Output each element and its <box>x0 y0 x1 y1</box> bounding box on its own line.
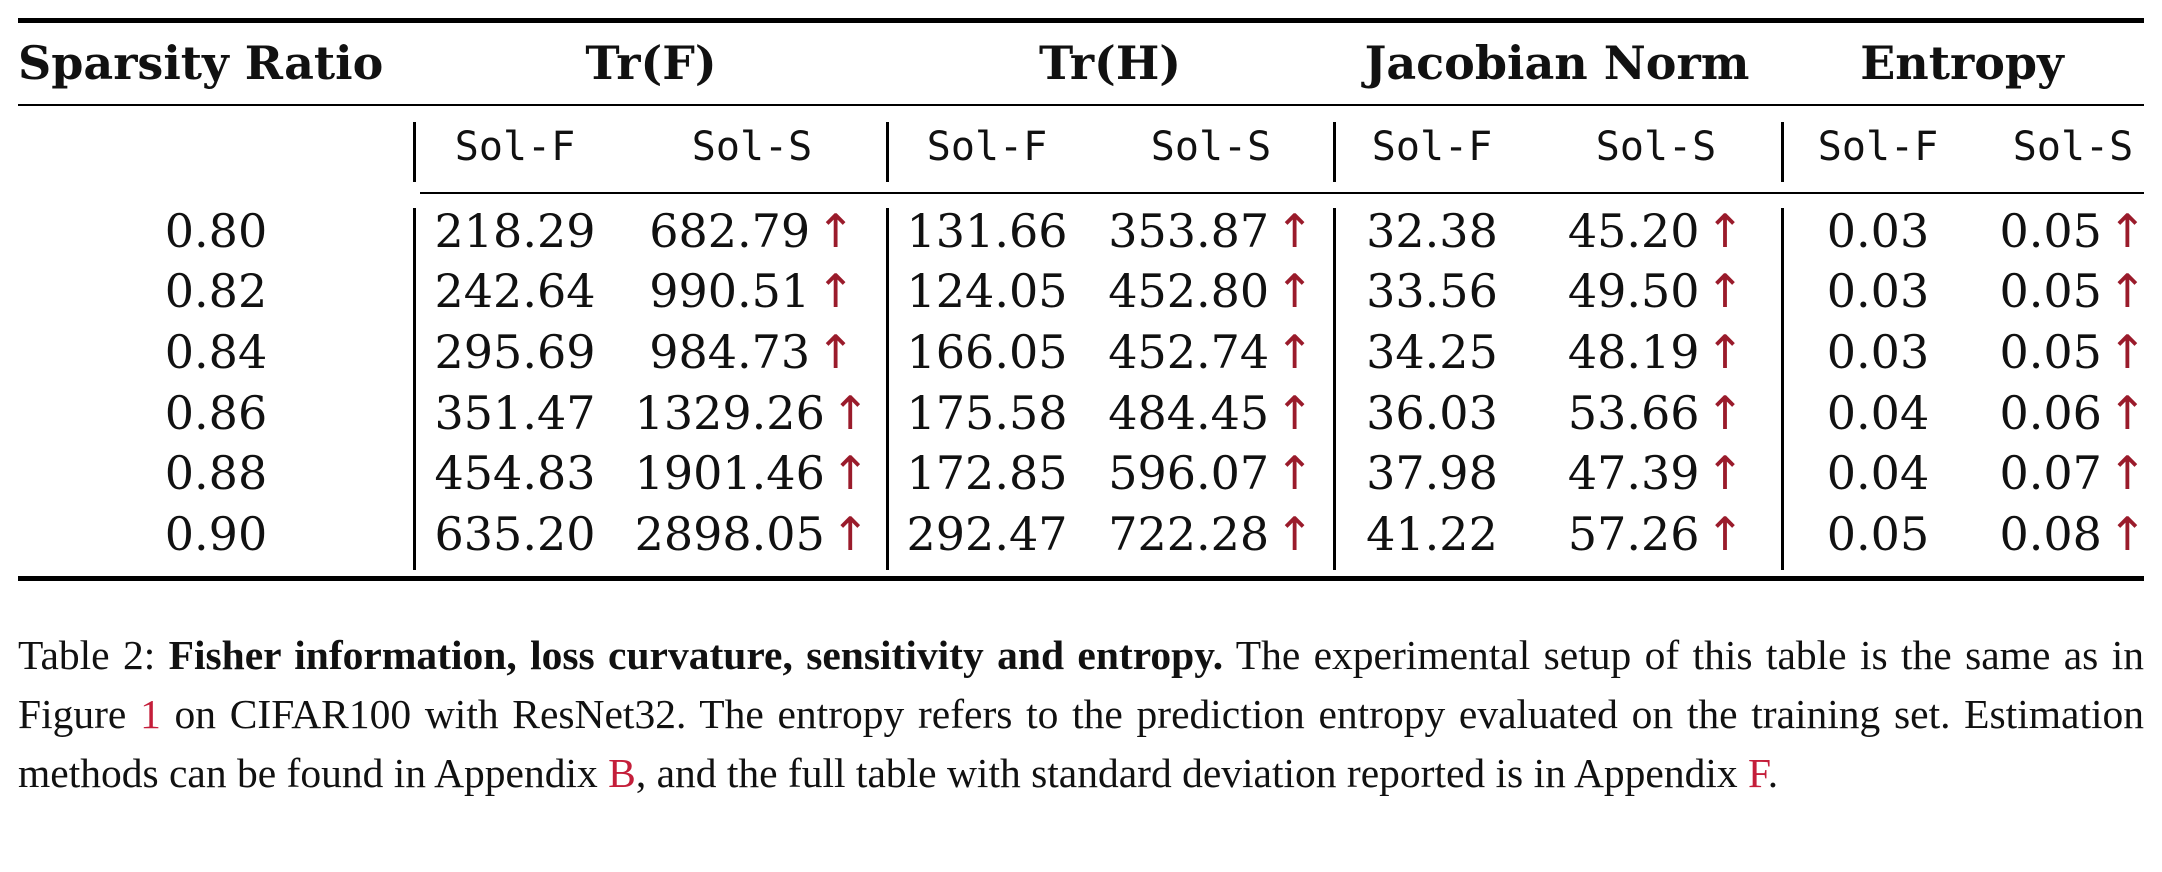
cell-value: 292.47 <box>906 507 1068 561</box>
table-cell <box>649 325 855 379</box>
table-cell <box>1827 507 1929 561</box>
subheader-sol-f: Sol-F <box>454 124 576 170</box>
cell-value: 0.03 <box>1826 204 1930 258</box>
table-cell <box>907 325 1068 379</box>
table-cell <box>1568 446 1744 500</box>
separator-line <box>886 122 889 182</box>
table-cell <box>649 204 855 258</box>
increase-arrow-icon: ↑ <box>1705 507 1745 561</box>
cell-value: 57.26 <box>1567 507 1700 561</box>
appendix-f-link[interactable]: F <box>1747 750 1768 796</box>
cell-value: 48.19 <box>1567 325 1700 379</box>
table-cell <box>1108 264 1314 318</box>
table-cell <box>907 446 1068 500</box>
table-cell <box>907 264 1068 318</box>
caption-text: on CIFAR100 with ResNet32. The entropy refers to the prediction entropy evaluated on the training set. Estimation methods can be found in Appendix <box>18 691 2144 796</box>
subheader-sol-f: Sol-F <box>1371 124 1493 170</box>
cell-value: 218.29 <box>434 204 596 258</box>
cell-value: 0.05 <box>1999 204 2102 258</box>
cell-value: 295.69 <box>434 325 596 379</box>
increase-arrow-icon: ↑ <box>1705 264 1745 318</box>
table-cell <box>635 386 870 440</box>
table-cell <box>2000 446 2147 500</box>
increase-arrow-icon: ↑ <box>2107 386 2147 440</box>
table-cell <box>2000 386 2147 440</box>
row-sparsity-ratio: 0.86 <box>164 386 268 440</box>
increase-arrow-icon: ↑ <box>1705 204 1745 258</box>
subheader-sol-s: Sol-S <box>2012 124 2134 170</box>
increase-arrow-icon: ↑ <box>1275 264 1314 318</box>
separator-line <box>1333 208 1336 570</box>
table-cell <box>1568 204 1744 258</box>
increase-arrow-icon: ↑ <box>1705 446 1745 500</box>
cell-value: 2898.05 <box>634 507 825 561</box>
cell-value: 33.56 <box>1366 264 1498 318</box>
header-sparsity-ratio: Sparsity Ratio <box>18 36 384 90</box>
table-cell <box>435 325 596 379</box>
row-sparsity-ratio: 0.80 <box>164 204 268 258</box>
table-cell <box>1366 507 1498 561</box>
cell-value: 452.74 <box>1108 325 1270 379</box>
table-cell <box>1827 386 1929 440</box>
cell-value: 0.07 <box>1999 446 2102 500</box>
subheader-sol-f: Sol-F <box>1817 124 1939 170</box>
cell-value: 166.05 <box>906 325 1068 379</box>
cell-value: 131.66 <box>906 204 1068 258</box>
cell-value: 32.38 <box>1366 204 1498 258</box>
cell-value: 0.03 <box>1826 325 1930 379</box>
cell-value: 175.58 <box>906 386 1068 440</box>
table-cell <box>1568 264 1744 318</box>
cell-value: 172.85 <box>906 446 1068 500</box>
row-sparsity-ratio: 0.90 <box>164 507 268 561</box>
table-cell <box>635 507 870 561</box>
increase-arrow-icon: ↑ <box>2107 446 2147 500</box>
caption-text: The experimental setup of this table is the same as in Figure <box>18 632 2144 737</box>
cell-value: 484.45 <box>1108 386 1270 440</box>
separator-line <box>1781 208 1784 570</box>
cell-value: 452.80 <box>1108 264 1270 318</box>
increase-arrow-icon: ↑ <box>830 386 870 440</box>
table-cell <box>1366 446 1498 500</box>
table-cell <box>1108 507 1314 561</box>
cell-value: 49.50 <box>1567 264 1700 318</box>
caption-label: Table 2: <box>18 632 156 678</box>
table-bottom-rule <box>18 576 2144 581</box>
cell-value: 1329.26 <box>634 386 825 440</box>
cell-value: 37.98 <box>1366 446 1498 500</box>
table-cell <box>2000 264 2147 318</box>
table-cell <box>2000 325 2147 379</box>
cell-value: 596.07 <box>1108 446 1270 500</box>
cell-value: 353.87 <box>1108 204 1270 258</box>
table-cell <box>1108 204 1314 258</box>
table-top-rule <box>18 18 2144 23</box>
cell-value: 53.66 <box>1567 386 1700 440</box>
table-cell <box>907 386 1068 440</box>
separator-line <box>413 208 416 570</box>
separator-line <box>413 122 416 182</box>
cell-value: 0.05 <box>1999 264 2102 318</box>
table-cell <box>1827 325 1929 379</box>
table-cell <box>635 446 870 500</box>
cell-value: 0.05 <box>1999 325 2102 379</box>
separator-line <box>1333 122 1336 182</box>
table-cell <box>2000 507 2147 561</box>
caption-text: . <box>1767 750 1779 796</box>
table-cell <box>649 264 855 318</box>
table-cell <box>1366 386 1498 440</box>
increase-arrow-icon: ↑ <box>1275 507 1314 561</box>
cell-value: 45.20 <box>1567 204 1700 258</box>
caption-text: , and the full table with standard deviation reported is in Appendix <box>635 750 1738 796</box>
subheader-sol-s: Sol-S <box>1150 124 1272 170</box>
subheader-sol-s: Sol-S <box>1595 124 1717 170</box>
table-cell <box>1366 264 1498 318</box>
table-cell <box>907 507 1068 561</box>
cell-value: 351.47 <box>434 386 596 440</box>
row-sparsity-ratio: 0.84 <box>164 325 268 379</box>
figure-link[interactable]: 1 <box>140 691 161 737</box>
cell-value: 722.28 <box>1108 507 1270 561</box>
separator-line <box>1781 122 1784 182</box>
table-cell <box>1827 264 1929 318</box>
cell-value: 242.64 <box>434 264 596 318</box>
cell-value: 1901.46 <box>634 446 825 500</box>
increase-arrow-icon: ↑ <box>1705 325 1745 379</box>
increase-arrow-icon: ↑ <box>2107 204 2147 258</box>
table-caption <box>18 626 2144 803</box>
increase-arrow-icon: ↑ <box>1275 446 1314 500</box>
increase-arrow-icon: ↑ <box>830 507 870 561</box>
table-cell <box>435 264 596 318</box>
cell-value: 0.03 <box>1826 264 1930 318</box>
cell-value: 454.83 <box>434 446 596 500</box>
table-cell <box>1108 386 1314 440</box>
subheader-sol-f: Sol-F <box>926 124 1048 170</box>
table-cell <box>1827 446 1929 500</box>
increase-arrow-icon: ↑ <box>1275 325 1314 379</box>
caption-title: Fisher information, loss curvature, sensitivity and entropy. <box>168 632 1224 678</box>
cell-value: 682.79 <box>649 204 811 258</box>
cell-value: 0.06 <box>1999 386 2102 440</box>
cell-value: 0.04 <box>1826 386 1930 440</box>
table-cell <box>1108 446 1314 500</box>
row-sparsity-ratio: 0.82 <box>164 264 268 318</box>
increase-arrow-icon: ↑ <box>2107 507 2147 561</box>
table-cell <box>1366 204 1498 258</box>
increase-arrow-icon: ↑ <box>2107 264 2147 318</box>
table-cell <box>2000 204 2147 258</box>
header-entropy: Entropy <box>1860 36 2064 90</box>
increase-arrow-icon: ↑ <box>816 264 855 318</box>
table-cell <box>1568 325 1744 379</box>
table-cell <box>1568 386 1744 440</box>
table-subheader-rule <box>420 192 2144 194</box>
increase-arrow-icon: ↑ <box>816 204 855 258</box>
increase-arrow-icon: ↑ <box>816 325 855 379</box>
table-cell <box>435 446 596 500</box>
table-cell <box>1568 507 1744 561</box>
increase-arrow-icon: ↑ <box>1275 386 1314 440</box>
cell-value: 0.05 <box>1826 507 1930 561</box>
cell-value: 984.73 <box>649 325 811 379</box>
table-header-rule <box>18 104 2144 106</box>
header-trace-fisher: Tr(F) <box>585 36 717 90</box>
row-sparsity-ratio: 0.88 <box>164 446 268 500</box>
table-cell <box>1366 325 1498 379</box>
increase-arrow-icon: ↑ <box>1275 204 1314 258</box>
separator-line <box>886 208 889 570</box>
cell-value: 635.20 <box>434 507 596 561</box>
cell-value: 0.04 <box>1826 446 1930 500</box>
table-cell <box>435 204 596 258</box>
increase-arrow-icon: ↑ <box>1705 386 1745 440</box>
table-cell <box>1108 325 1314 379</box>
cell-value: 990.51 <box>649 264 811 318</box>
header-jacobian-norm: Jacobian Norm <box>1364 36 1750 90</box>
cell-value: 0.08 <box>1999 507 2102 561</box>
header-trace-hessian: Tr(H) <box>1038 36 1182 90</box>
cell-value: 124.05 <box>906 264 1068 318</box>
table-cell <box>435 386 596 440</box>
cell-value: 34.25 <box>1366 325 1498 379</box>
cell-value: 41.22 <box>1366 507 1498 561</box>
cell-value: 36.03 <box>1366 386 1498 440</box>
table-cell <box>907 204 1068 258</box>
subheader-sol-s: Sol-S <box>691 124 813 170</box>
table-cell <box>1827 204 1929 258</box>
cell-value: 47.39 <box>1567 446 1700 500</box>
table-cell <box>435 507 596 561</box>
increase-arrow-icon: ↑ <box>2107 325 2147 379</box>
appendix-b-link[interactable]: B <box>608 750 636 796</box>
increase-arrow-icon: ↑ <box>830 446 870 500</box>
